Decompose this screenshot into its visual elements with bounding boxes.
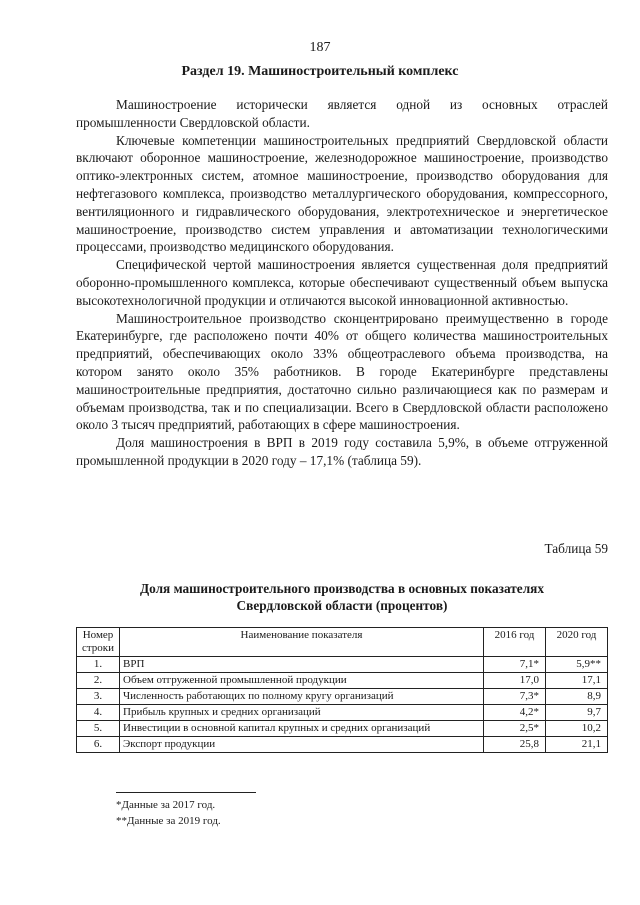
row-number: 5. [77,721,120,737]
value-2016: 7,3* [484,689,546,705]
value-2016: 7,1* [484,657,546,673]
footnote: *Данные за 2017 год. [116,799,216,811]
body-text [76,96,608,470]
paragraph: Специфической чертой машиностроения является существенная доля предприятий оборонно-промышленного комплекса, которые обеспечивают существенный объем выпуска высокотехнологичной продукции и отличаются высокой инновационной активностью. [76,257,608,308]
value-2020: 5,9** [546,657,608,673]
row-number: 1. [77,657,120,673]
header-2020: 2020 год [546,628,608,657]
table-row [77,737,608,753]
indicator-name: Численность работающих по полному кругу организаций [120,689,484,705]
value-2020: 9,7 [546,705,608,721]
table-label: Таблица 59 [544,541,608,556]
paragraph: Ключевые компетенции машиностроительных предприятий Свердловской области включают оборонное машиностроение, железнодорожное машиностроение, производство оптико-электронных систем, атомное машиностроение, производство оборудования для нефтегазового комплекса, производство металлургического оборудования, компрессорного, вентиляционного и гидравлического оборудования, электротехническое и энергетическое машиностроение, производство систем управления и автоматизации технологическими процессами, производство медицинского оборудования. [76,132,608,255]
table-row [77,705,608,721]
data-table [76,627,608,753]
row-number: 2. [77,673,120,689]
footnote-divider [116,792,256,793]
header-row-number: Номер строки [77,628,120,657]
table-row [77,657,608,673]
table-row [77,673,608,689]
indicator-name: Прибыль крупных и средних организаций [120,705,484,721]
indicator-name: Инвестиции в основной капитал крупных и средних организаций [120,721,484,737]
table-header-row [77,628,608,657]
indicator-name: Экспорт продукции [120,737,484,753]
value-2016: 2,5* [484,721,546,737]
paragraph: Машиностроительное производство сконцентрировано преимущественно в городе Екатеринбурге, где расположено почти 40% от общего количества машиностроительных предприятий, обеспечивающих около 33% общеотраслевого объема производства, на котором занято около 35% работников. В городе Екатеринбурге представлены машиностроительные предприятия, достаточно сильно различающиеся как по размерам и объемам производства, так и по специализации. Всего в Свердловской области расположено около 3 тысяч предприятий, работающих в сфере машиностроения. [76,310,608,433]
value-2016: 17,0 [484,673,546,689]
footnotes [116,797,221,829]
value-2020: 10,2 [546,721,608,737]
value-2020: 17,1 [546,673,608,689]
paragraph: Доля машиностроения в ВРП в 2019 году составила 5,9%, в объеме отгруженной промышленной продукции в 2020 году – 17,1% (таблица 59). [76,435,608,468]
indicator-name: ВРП [120,657,484,673]
value-2016: 25,8 [484,737,546,753]
value-2016: 4,2* [484,705,546,721]
header-2016: 2016 год [484,628,546,657]
row-number: 4. [77,705,120,721]
table-title-line: Свердловской области (процентов) [236,598,448,613]
value-2020: 21,1 [546,737,608,753]
section-heading: Раздел 19. Машиностроительный комплекс [181,64,459,79]
value-2020: 8,9 [546,689,608,705]
indicator-name: Объем отгруженной промышленной продукции [120,673,484,689]
table-title-line: Доля машиностроительного производства в основных показателях [139,581,545,596]
header-indicator-name: Наименование показателя [120,628,484,657]
row-number: 3. [77,689,120,705]
page-number: 187 [309,40,331,55]
table-row [77,689,608,705]
footnote: **Данные за 2019 год. [116,815,221,827]
row-number: 6. [77,737,120,753]
table-title [76,580,608,614]
paragraph: Машиностроение исторически является одной из основных отраслей промышленности Свердловской области. [76,97,608,130]
table-row [77,721,608,737]
